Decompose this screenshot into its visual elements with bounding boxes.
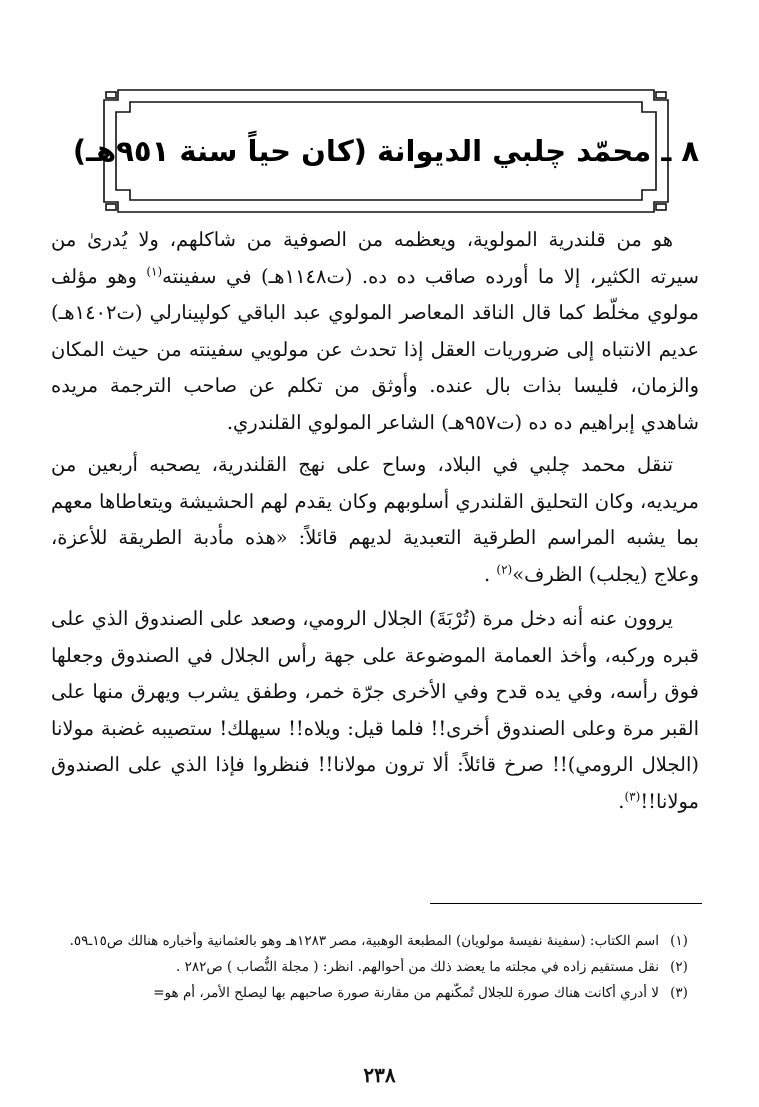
paragraph-2-text-b: . [484,562,497,586]
footnote-2 [51,954,699,980]
footnote-text: لا أدري أكانت هناك صورة للجلال تُمكّنهم من مقارنة صورة صاحبهم بها ليصلح الأمر، أم هو= [153,985,659,1001]
footnote-divider [430,903,702,904]
paragraph-2-text-a: تنقل محمد چلبي في البلاد، وساح على نهج القلندرية، يصحبه أربعين من مريديه، وكان التحليق القلندري أسلوبهم وكان يقدم لهم الحشيشة ويتعاطاها معهم بما يشبه المراسم الطرقية التعبدية لديهم قائلاً: «هذه مأدبة الطريقة للأعزة، وعلاج (يجلب) الظرف» [51,453,699,586]
footnote-1 [51,928,699,954]
main-text [51,222,699,828]
paragraph-3-text-a: يروون عنه أنه دخل مرة (تُرْبَةَ) الجلال الرومي، وصعد على الصندوق الذي على قبره وركبه، وأخذ العمامة الموضوعة على جهة رأس الجلال في الصندوق وجعلها فوق رأسه، وفي يده قدح وفي الأخرى جرّة خمر، وطفق يشرب ويهرق منها على القبر مرة وعلى الصندوق أخرى!! فلما قيل: ويلاه!! سيهلك! ستصيبه غضبة مولانا (الجلال الرومي)!! صرخ قائلاً: ألا ترون مولانا!! فنظروا فإذا الذي على الصندوق مولانا!! [51,607,699,813]
footnote-number: (١) [670,933,688,949]
footnote-ref-3[interactable]: (٣) [624,789,641,803]
paragraph-1-text-a: هو من قلندرية المولوية، ويعظمه من الصوفية من شاكلهم، ولا يُدرىٰ من سيرته الكثير، إلا ما أورده صاقب ده ده. (ت١١٤٨هـ) في سفينته [51,228,699,288]
footnote-text: اسم الكتاب: (سفينهٔ نفيسهٔ مولويان) المطبعة الوهبية، مصر ١٢٨٣هـ وهو بالعثمانية وأخباره هنالك ص١٥ـ٥٩. [69,933,659,949]
footnote-ref-2[interactable]: (٢) [496,562,513,576]
footnote-ref-1[interactable]: (١) [146,264,163,278]
paragraph-2 [51,447,699,593]
paragraph-1-text-b: وهو مؤلف مولوي مخلّط كما قال الناقد المعاصر المولوي عبد الباقي كولپينارلي (ت١٤٠٢هـ) عديم الانتباه إلى ضروريات العقل إذا تحدث عن مولويي سفينته من حيث المكان والزمان، فليسا بذات بال عنده. وأوثق من تكلم عن صاحب الترجمة مريده شاهدي إبراهيم ده ده (ت٩٥٧هـ) الشاعر المولوي القلندري. [51,264,699,434]
paragraph-3-text-b: . [618,789,625,813]
chapter-title: ٨ ـ محمّد چلبي الديوانة (كان حياً سنة ٩٥١هـ) [72,134,700,168]
paragraph-3 [51,601,699,820]
chapter-title-frame [72,86,700,216]
footnote-number: (٢) [670,959,688,975]
footnote-text: نقل مستقيم زاده في مجلته ما يعضد ذلك من أحوالهم. انظر: ( مجلة النُّصاب ) ص٢٨٢ . [176,959,659,975]
footnotes [51,928,699,1006]
footnote-number: (٣) [670,985,688,1001]
paragraph-1 [51,222,699,441]
page-number: ٢٣٨ [363,1063,396,1087]
footnote-3 [51,980,699,1006]
